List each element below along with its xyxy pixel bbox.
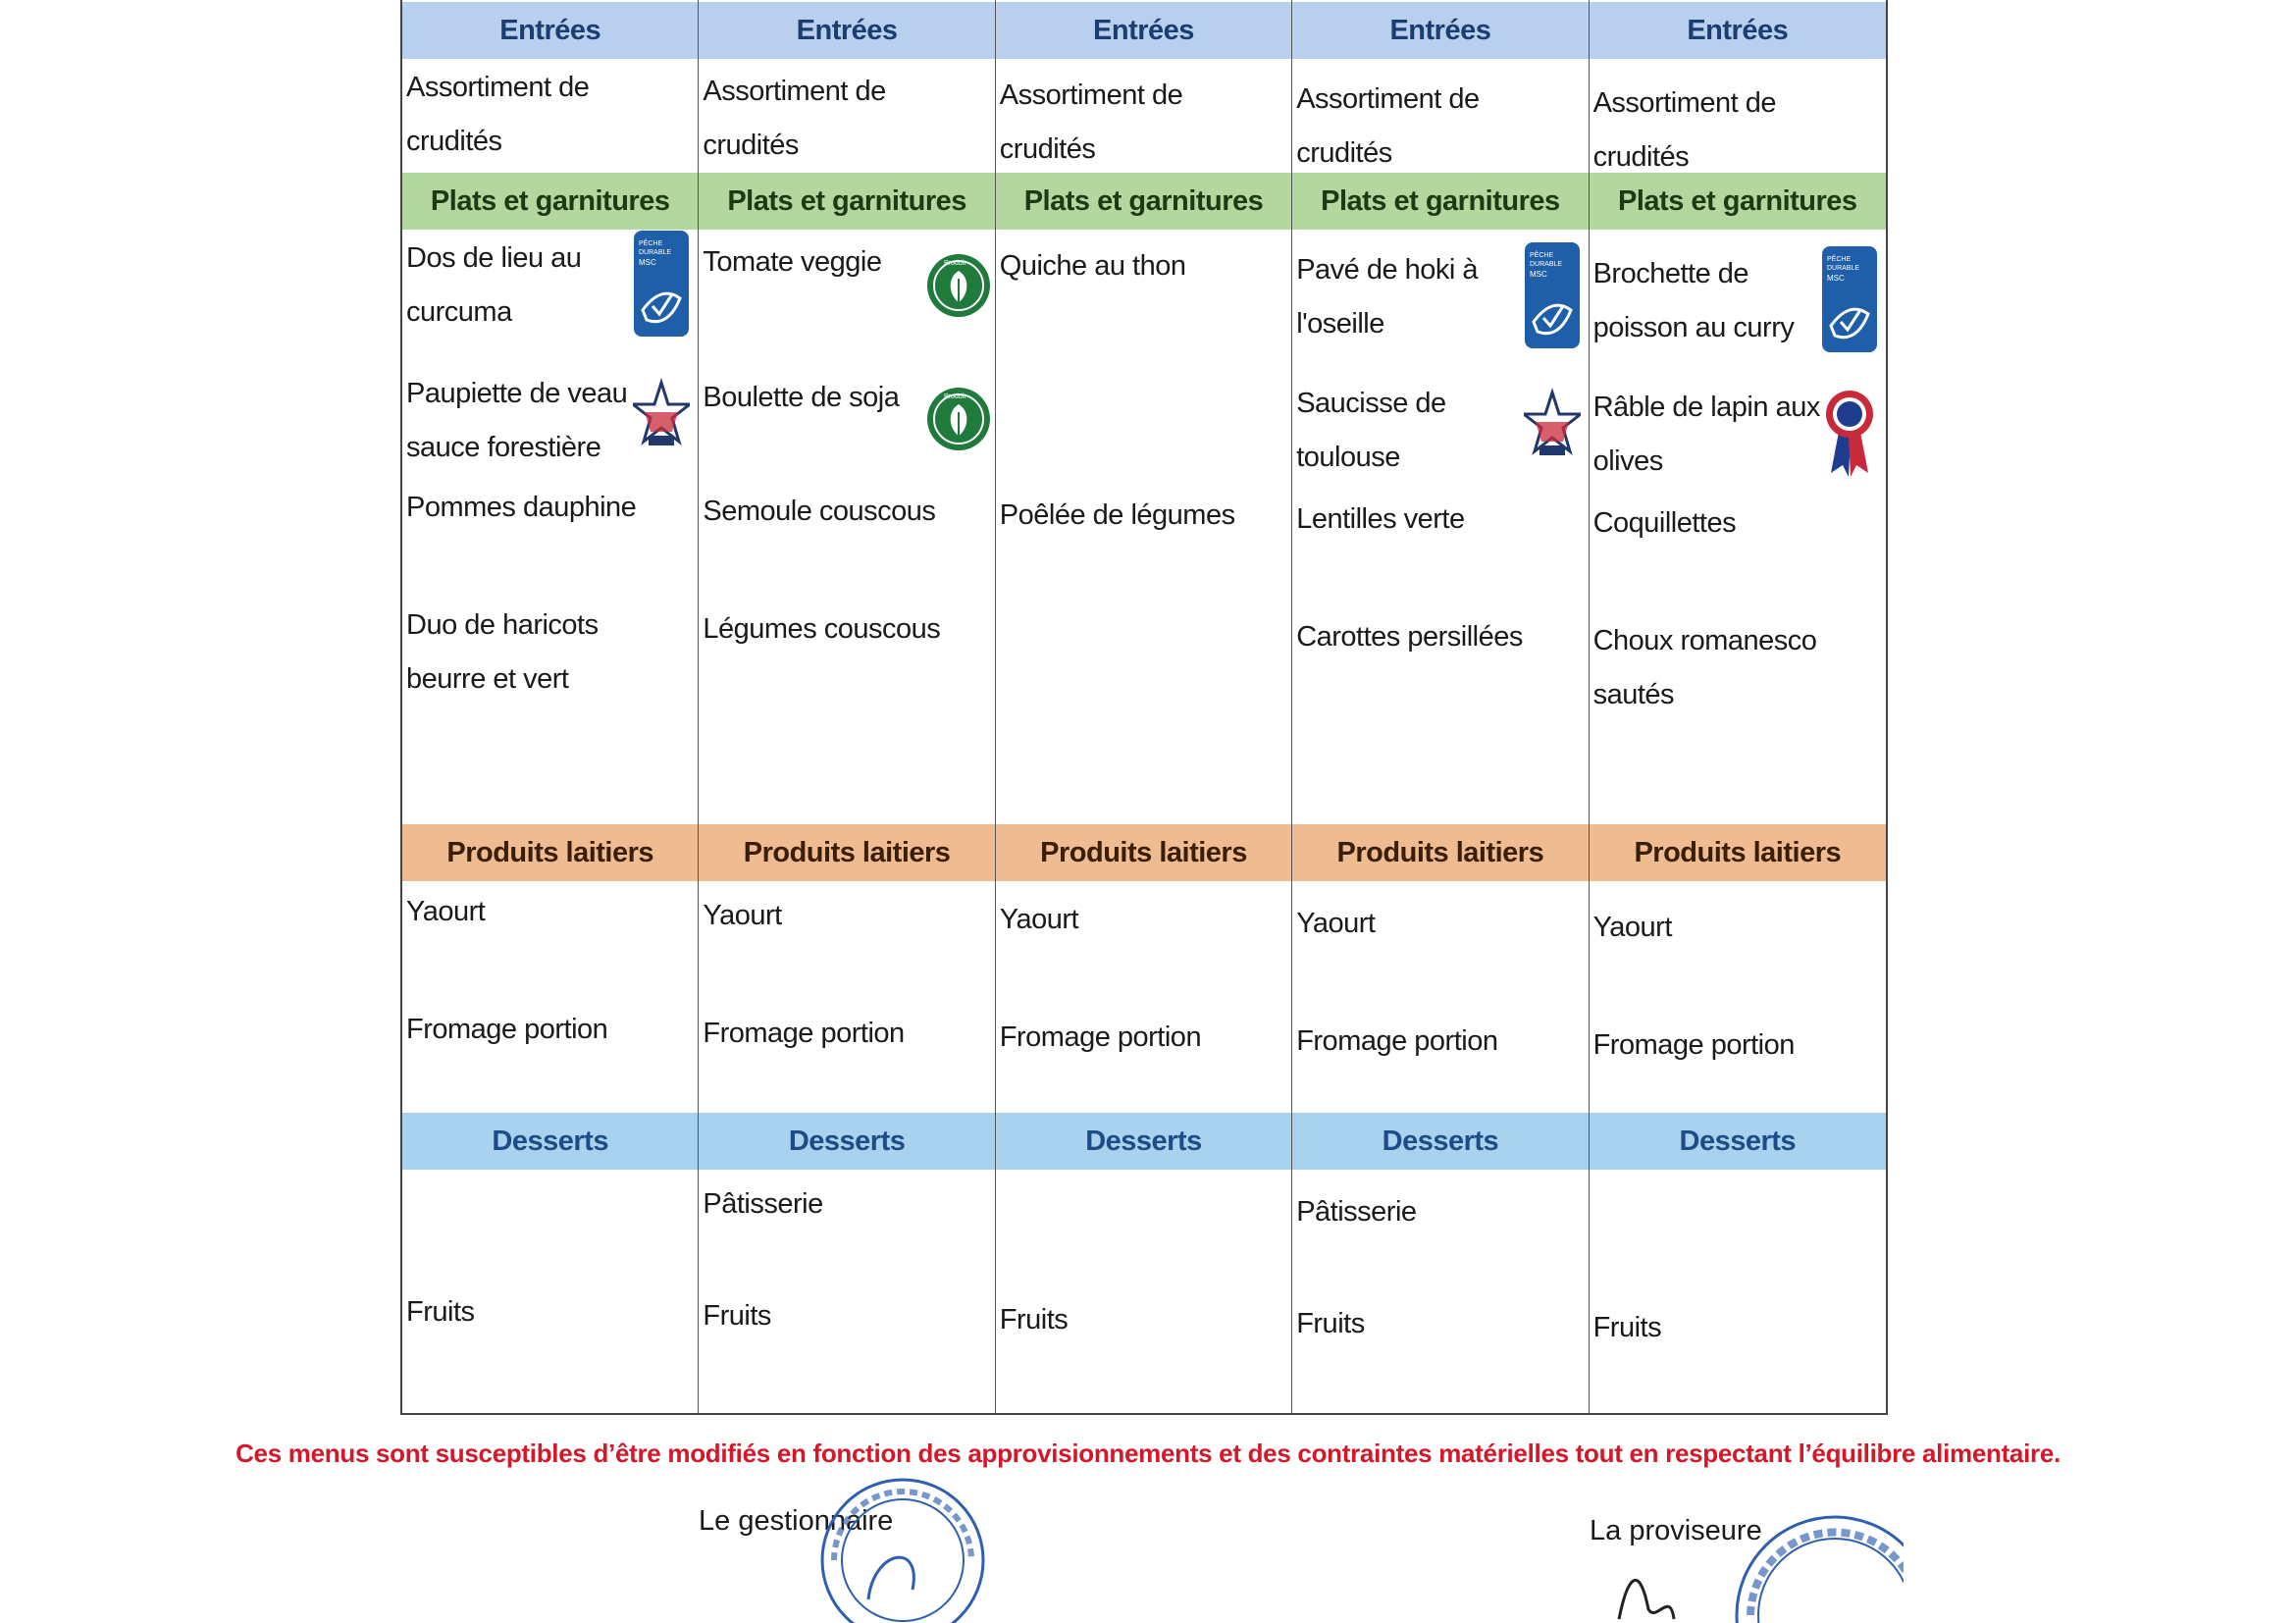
laitier-item: Yaourt: [999, 904, 1079, 935]
laitier-item: Fromage portion: [1592, 1029, 1795, 1061]
plat-item: Duo de haricots beurre et vert: [406, 609, 599, 695]
plat-item: Pavé de hoki à l'oseille: [1296, 254, 1479, 340]
plat-item: Poêlée de légumes: [999, 499, 1235, 531]
laitiers-header: Produits laitiers: [402, 824, 698, 881]
porc-francais-label-icon: [1524, 373, 1581, 481]
plats-header: Plats et garnitures: [996, 173, 1291, 230]
plat-item: Lentilles verte: [1296, 503, 1465, 535]
laitiers-header: Produits laitiers: [699, 824, 994, 881]
laitier-item: Yaourt: [406, 896, 486, 927]
vegetarien-label-icon: [924, 232, 993, 340]
day-column-4: [1292, 0, 1589, 1413]
entree-item: Assortiment de crudités: [406, 72, 590, 157]
entree-item: Assortiment de crudités: [703, 76, 886, 161]
dessert-item: Fruits: [1296, 1308, 1365, 1339]
laitier-item: Fromage portion: [1296, 1025, 1498, 1057]
plat-item: Brochette de poisson au curry: [1592, 258, 1795, 343]
dessert-item: Fruits: [406, 1296, 475, 1328]
gestionnaire-label: Le gestionnaire: [699, 1505, 894, 1537]
entrees-header: Entrées: [402, 2, 698, 59]
plat-item: Quiche au thon: [999, 250, 1186, 282]
plats-header: Plats et garnitures: [1590, 173, 1886, 230]
laitier-item: Yaourt: [1592, 912, 1672, 943]
laitier-item: Yaourt: [1296, 908, 1376, 939]
entrees-header: Entrées: [1590, 2, 1886, 59]
plat-item: Saucisse de toulouse: [1296, 388, 1446, 473]
desserts-header: Desserts: [1292, 1113, 1588, 1170]
plat-item: Choux romanesco sautés: [1592, 625, 1817, 710]
laitier-item: Yaourt: [703, 900, 782, 931]
msc-label-icon: [1821, 245, 1878, 353]
desserts-header: Desserts: [996, 1113, 1291, 1170]
entree-item: Assortiment de crudités: [1296, 83, 1480, 169]
desserts-header: Desserts: [1590, 1113, 1886, 1170]
plat-item: Râble de lapin aux olives: [1592, 392, 1820, 477]
proviseure-label: La proviseure: [1590, 1515, 1762, 1546]
plats-header: Plats et garnitures: [699, 173, 994, 230]
plat-item: Dos de lieu au curcuma: [406, 242, 582, 328]
laitiers-header: Produits laitiers: [996, 824, 1291, 881]
day-column-5: [1590, 0, 1886, 1413]
dessert-item: Pâtisserie: [703, 1188, 823, 1220]
plat-item: Boulette de soja: [703, 382, 900, 413]
dessert-item: Fruits: [999, 1304, 1069, 1335]
dessert-item: Fruits: [1592, 1312, 1662, 1343]
signature-mark: [1609, 1550, 1688, 1623]
dessert-item: Pâtisserie: [1296, 1196, 1417, 1228]
plat-item: Pommes dauphine: [406, 492, 637, 523]
plat-item: Paupiette de veau sauce forestière: [406, 378, 628, 463]
entrees-header: Entrées: [699, 2, 994, 59]
dessert-item: Fruits: [703, 1300, 771, 1332]
day-column-1: [402, 0, 699, 1413]
entree-item: Assortiment de crudités: [999, 79, 1183, 165]
desserts-header: Desserts: [402, 1113, 698, 1170]
france-ribbon-icon: [1821, 375, 1878, 483]
school-stamp-right: [1727, 1507, 1904, 1623]
plats-header: Plats et garnitures: [1292, 173, 1588, 230]
plat-item: Légumes couscous: [703, 613, 941, 645]
plat-item: Carottes persillées: [1296, 621, 1523, 653]
school-stamp-left: [814, 1462, 991, 1623]
laitier-item: Fromage portion: [999, 1021, 1202, 1053]
day-column-3: [996, 0, 1292, 1413]
entree-item: Assortiment de crudités: [1592, 87, 1777, 173]
msc-label-icon: [1524, 241, 1581, 349]
plat-item: Coquillettes: [1592, 507, 1737, 539]
laitiers-header: Produits laitiers: [1292, 824, 1588, 881]
laitier-item: Fromage portion: [406, 1014, 608, 1045]
laitier-item: Fromage portion: [703, 1018, 905, 1049]
menu-table: [400, 0, 1888, 1415]
plats-header: Plats et garnitures: [402, 173, 698, 230]
vegetarien-label-icon: [924, 365, 993, 473]
desserts-header: Desserts: [699, 1113, 994, 1170]
msc-label-icon: [633, 230, 690, 338]
entrees-header: Entrées: [1292, 2, 1588, 59]
laitiers-header: Produits laitiers: [1590, 824, 1886, 881]
plat-item: Tomate veggie: [703, 246, 882, 278]
plat-item: Semoule couscous: [703, 496, 936, 527]
day-column-2: [699, 0, 995, 1413]
veau-francais-label-icon: [633, 363, 690, 471]
disclaimer-note: Ces menus sont susceptibles d’être modifiés en fonction des approvisionnements et des contraintes matérielles tout en respectant l’équilibre alimentaire.: [235, 1439, 2061, 1468]
entrees-header: Entrées: [996, 2, 1291, 59]
